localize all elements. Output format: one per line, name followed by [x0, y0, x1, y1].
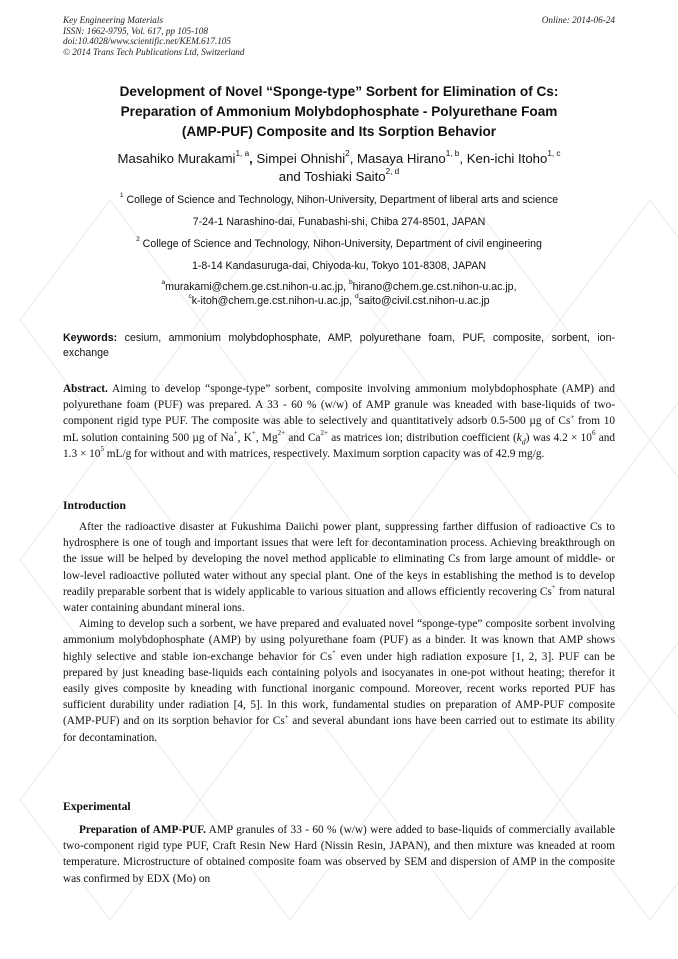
title-line: Development of Novel “Sponge-type” Sorbent for Elimination of Cs: — [119, 84, 559, 99]
abstract — [63, 381, 615, 462]
email-address: saito@civil.cst.nihon-u.ac.jp — [358, 295, 490, 307]
author-affiliation-mark: 1, c — [547, 149, 561, 159]
journal-doi: doi:10.4028/www.scientific.net/KEM.617.105 — [63, 36, 231, 47]
author-affiliation-mark: 2, d — [385, 167, 400, 177]
author-emails — [50, 280, 628, 308]
author-line — [50, 168, 628, 186]
email-address: k-itoh@chem.ge.cst.nihon-u.ac.jp, — [191, 295, 353, 307]
online-date: Online: 2014-06-24 — [541, 15, 615, 25]
experimental-paragraph: Preparation of AMP-PUF. AMP granules of 33 - 60 % (w/w) were added to base-liquids of commercially available two-component rigid type PUF, Craft Resin New Hard (Nissin Resin, JAPAN), and then mixture was kneaded at room temperature. Microstructure of obtained composite foam was observed by SEM and dispersion of AMP in the composite was confirmed by EDX (Mo) on — [63, 824, 615, 885]
journal-copyright: © 2014 Trans Tech Publications Ltd, Switzerland — [63, 46, 245, 57]
keywords-text: cesium, ammonium molybdophosphate, AMP, polyurethane foam, PUF, composite, sorbent, ion-exchange — [63, 332, 615, 359]
email-mark: a — [161, 279, 166, 287]
journal-header — [63, 15, 615, 57]
abstract-paragraph: Abstract. Aiming to develop “sponge-type” sorbent, composite involving ammonium molybdophosphate (AMP) and polyurethane foam (PUF) was prepared. A 33 - 60 % (w/w) of AMP granule was kneaded with base-liquids of two-component rigid type PUF. The composite was able to selectively and quantitatively adsorb 0.5-500 µg of Cs+ from 10 mL solution containing 500 µg of Na+, K+, $Mg^{2+}$ and $Ca^{2+}$ as matrices ion; distribution coefficient $(k_d)$ was $4.2 \times 10^6$ and $1.3 \times 10^5$ mL/g for without and with matrices, respectively. Maximum sorption capacity was of 42.9 mg/g. — [63, 383, 616, 460]
affiliation-text: College of Science and Technology, Nihon-University, Department of civil engineering — [142, 238, 542, 250]
affiliation-address: 1-8-14 Kandasuruga-dai, Chiyoda-ku, Tokyo 101-8308, JAPAN — [191, 260, 487, 272]
abstract-label: Abstract. — [63, 383, 108, 395]
affiliation-text: College of Science and Technology, Nihon-University, Department of liberal arts and science — [126, 194, 559, 206]
section-heading-introduction: Introduction — [63, 499, 126, 512]
author-affiliation-mark: 1, b — [445, 149, 460, 159]
author-affiliation-mark: 1, a — [235, 149, 250, 159]
paper-title — [63, 82, 615, 142]
email-mark: c — [188, 293, 192, 301]
journal-name: Key Engineering Materials — [63, 15, 164, 25]
introduction-body — [63, 519, 615, 746]
author-name: Masaya Hirano — [357, 151, 446, 166]
author-affiliation-mark: 2 — [345, 149, 350, 159]
subsection-label: Preparation of AMP-PUF. — [79, 824, 206, 836]
keywords-label: Keywords: — [63, 332, 118, 344]
introduction-paragraph: After the radioactive disaster at Fukushima Daiichi power plant, suppressing farther diffusion of radioactive Cs to hydrosphere is one of tough and important issues that were left for decontamination process. Achieving breakthrough on the issue will be helped by developing the novel method applicable to eliminating Cs from large amount of middle- or low-level radioactive polluted water without any special plant. One of the keys in establishing the method is to develop readily preparable sorbent that is widely applicable to various situation and allows efficiently recovering Cs+ from natural water containing abundant mineral ions. — [63, 521, 615, 615]
email-address: hirano@chem.ge.cst.nihon-u.ac.jp, — [352, 281, 517, 293]
title-line: Preparation of Ammonium Molybdophosphate - Polyurethane Foam — [120, 104, 558, 119]
author-line: Masahiko Murakami$^{1, a}$, Simpei Ohnishi$^2$, Masaya Hirano$^{1, b}$, Ken-ichi Itoho$^{1, c}$ — [117, 149, 561, 166]
introduction-paragraph: Aiming to develop such a sorbent, we have prepared and evaluated novel “sponge-type” composite sorbent involving ammonium molybdophosphate (AMP) by using polyurethane foam (PUF) as a binder. It was known that AMP shows highly selective and stable ion-exchange behavior for Cs+ even under high radiation exposure [1, 2, 3]. PUF can be prepared by just kneading base-liquids each containing polyols and isocyanates in one-pot without heating; therefor it easily gives composite by kneading with functional inorganic compound. Moreover, recent works reported PUF has sufficient durability under radiation [4, 5]. In this work, fundamental studies on preparation of AMP-PUF composite (AMP-PUF) and on its sorption behavior for Cs+ and several abundant ions have been carried out to estimate its ability for decontamination. — [63, 618, 615, 744]
affiliation-1 — [50, 193, 628, 229]
keywords — [63, 331, 615, 361]
journal-issn: ISSN: 1662-9795, Vol. 617, pp 105-108 — [63, 25, 208, 36]
affiliation-number: 1 — [119, 192, 124, 200]
section-heading-experimental: Experimental — [63, 800, 131, 813]
affiliation-address: 7-24-1 Narashino-dai, Funabashi-shi, Chiba 274-8501, JAPAN — [192, 216, 486, 228]
author-name: Simpei Ohnishi — [256, 151, 346, 166]
experimental-body — [63, 822, 615, 887]
author-name: Masahiko Murakami — [117, 151, 236, 166]
author-list — [50, 150, 628, 186]
author-conjunction: and — [278, 169, 301, 184]
author-name: Toshiaki Saito — [304, 169, 386, 184]
affiliation-number: 2 — [136, 236, 140, 244]
email-mark: b — [349, 279, 353, 287]
author-name: Ken-ichi Itoho — [466, 151, 548, 166]
email-address: murakami@chem.ge.cst.nihon-u.ac.jp, — [165, 281, 347, 293]
title-line: (AMP-PUF) Composite and Its Sorption Behavior — [181, 124, 497, 139]
affiliation-2 — [50, 237, 628, 273]
email-mark: d — [355, 293, 359, 301]
